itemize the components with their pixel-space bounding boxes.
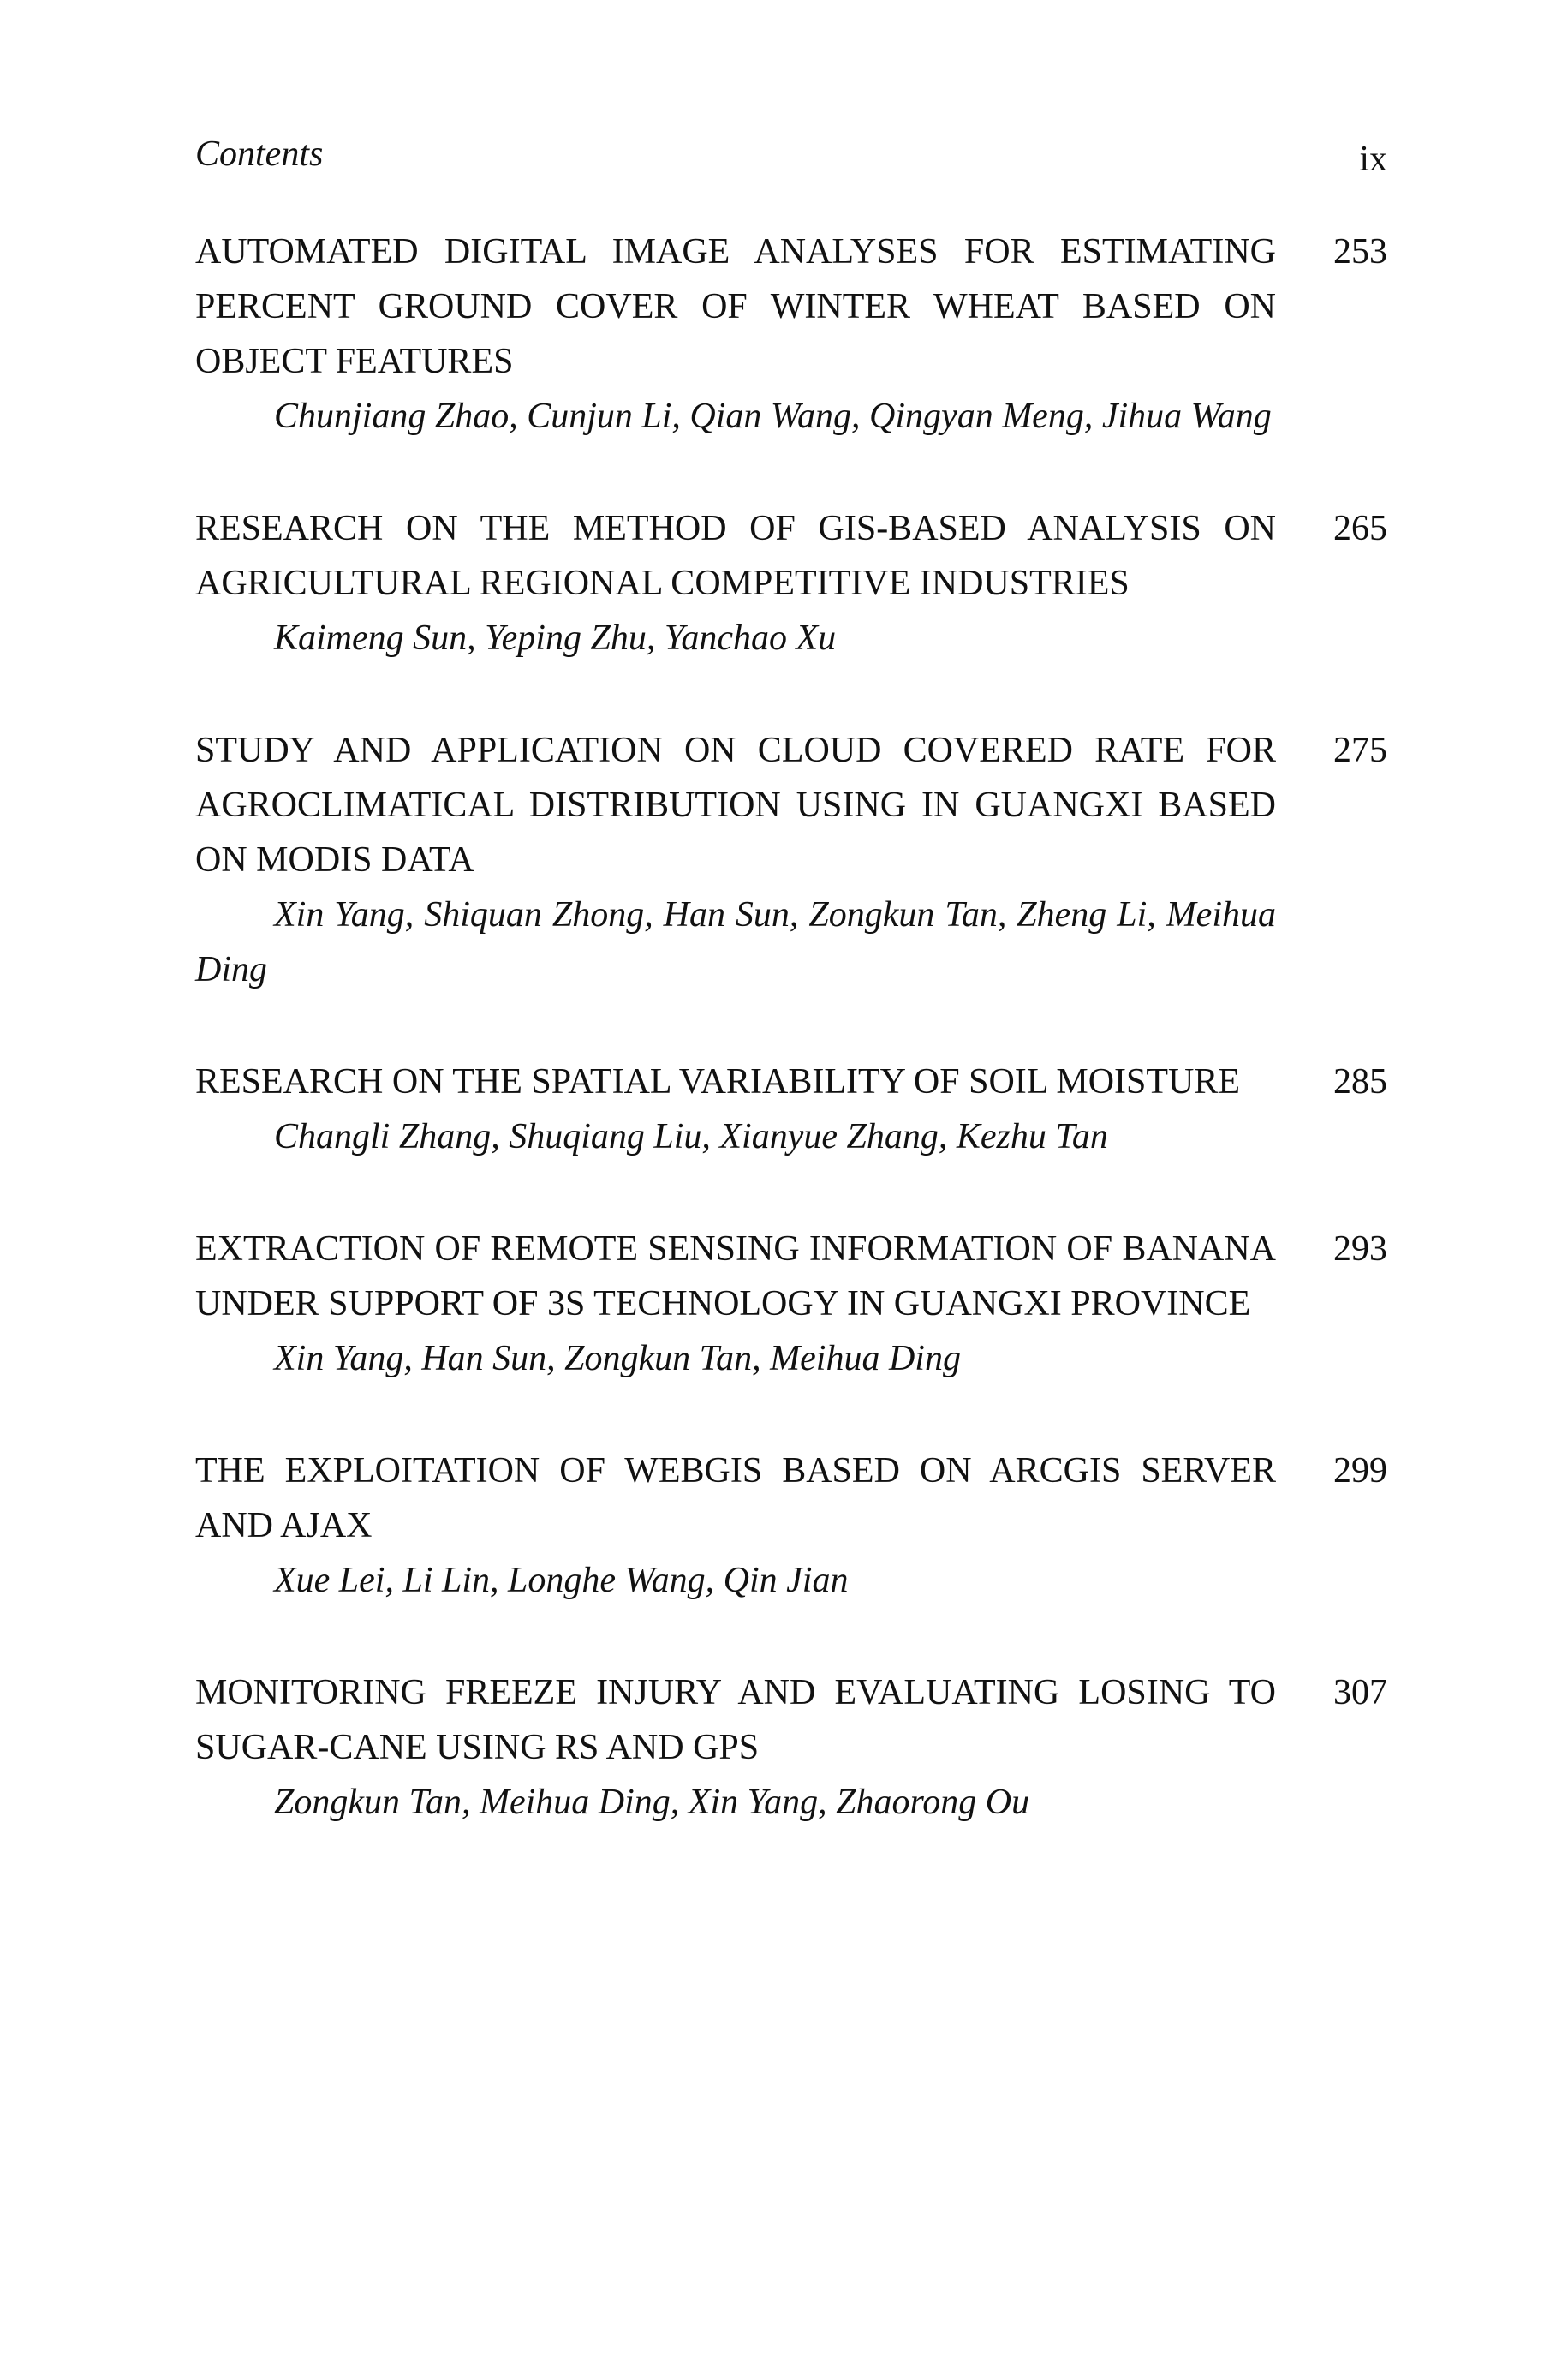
entry-page-number[interactable]: 293 bbox=[1333, 1229, 1387, 1269]
entry-page-number[interactable]: 307 bbox=[1333, 1673, 1387, 1712]
entry-page-number[interactable]: 265 bbox=[1333, 509, 1387, 548]
page-header bbox=[195, 128, 1387, 180]
entry-authors: Xin Yang, Han Sun, Zongkun Tan, Meihua Ding bbox=[274, 1339, 961, 1378]
entry-authors: Chunjiang Zhao, Cunjun Li, Qian Wang, Qingyan Meng, Jihua Wang bbox=[274, 397, 1272, 436]
entry-title[interactable]: THE EXPLOITATION OF WEBGIS BASED ON ARCGIS SERVER AND AJAX bbox=[195, 1451, 1276, 1545]
entry-page-number[interactable]: 275 bbox=[1333, 731, 1387, 770]
entry-title[interactable]: EXTRACTION OF REMOTE SENSING INFORMATION OF BANANA UNDER SUPPORT OF 3S TECHNOLOGY IN GUANGXI PROVINCE bbox=[195, 1229, 1276, 1323]
toc-entry[interactable] bbox=[195, 1222, 1387, 1386]
entry-title[interactable]: MONITORING FREEZE INJURY AND EVALUATING LOSING TO SUGAR-CANE USING RS AND GPS bbox=[195, 1673, 1276, 1767]
toc-entry[interactable] bbox=[195, 723, 1387, 997]
entry-authors: Zongkun Tan, Meihua Ding, Xin Yang, Zhaorong Ou bbox=[274, 1783, 1030, 1822]
entry-page-number[interactable]: 299 bbox=[1333, 1451, 1387, 1491]
running-header-title: Contents bbox=[195, 134, 324, 174]
entry-authors: Kaimeng Sun, Yeping Zhu, Yanchao Xu bbox=[274, 618, 837, 658]
toc-entry[interactable] bbox=[195, 1055, 1387, 1164]
toc-entry[interactable] bbox=[195, 501, 1387, 666]
toc-entry[interactable] bbox=[195, 1443, 1387, 1608]
entry-authors: Xue Lei, Li Lin, Longhe Wang, Qin Jian bbox=[274, 1561, 849, 1600]
entry-title[interactable]: RESEARCH ON THE SPATIAL VARIABILITY OF SOIL MOISTURE bbox=[195, 1062, 1241, 1102]
toc-entry[interactable] bbox=[195, 224, 1387, 444]
page-number: ix bbox=[1359, 140, 1387, 179]
entry-page-number[interactable]: 285 bbox=[1333, 1062, 1387, 1102]
entry-authors: Changli Zhang, Shuqiang Liu, Xianyue Zhang, Kezhu Tan bbox=[274, 1117, 1108, 1156]
table-of-contents bbox=[195, 224, 1387, 1887]
entry-page-number[interactable]: 253 bbox=[1333, 232, 1387, 272]
toc-entry[interactable] bbox=[195, 1665, 1387, 1830]
entry-title[interactable]: STUDY AND APPLICATION ON CLOUD COVERED RATE FOR AGROCLIMATICAL DISTRIBUTION USING IN GUANGXI BASED ON MODIS DATA bbox=[195, 731, 1276, 880]
entry-title[interactable]: AUTOMATED DIGITAL IMAGE ANALYSES FOR ESTIMATING PERCENT GROUND COVER OF WINTER WHEAT BASED ON OBJECT FEATURES bbox=[195, 232, 1276, 381]
entry-title[interactable]: RESEARCH ON THE METHOD OF GIS-BASED ANALYSIS ON AGRICULTURAL REGIONAL COMPETITIVE INDUSTRIES bbox=[195, 509, 1276, 603]
entry-authors: Xin Yang, Shiquan Zhong, Han Sun, Zongkun Tan, Zheng Li, Meihua Ding bbox=[195, 895, 1276, 989]
